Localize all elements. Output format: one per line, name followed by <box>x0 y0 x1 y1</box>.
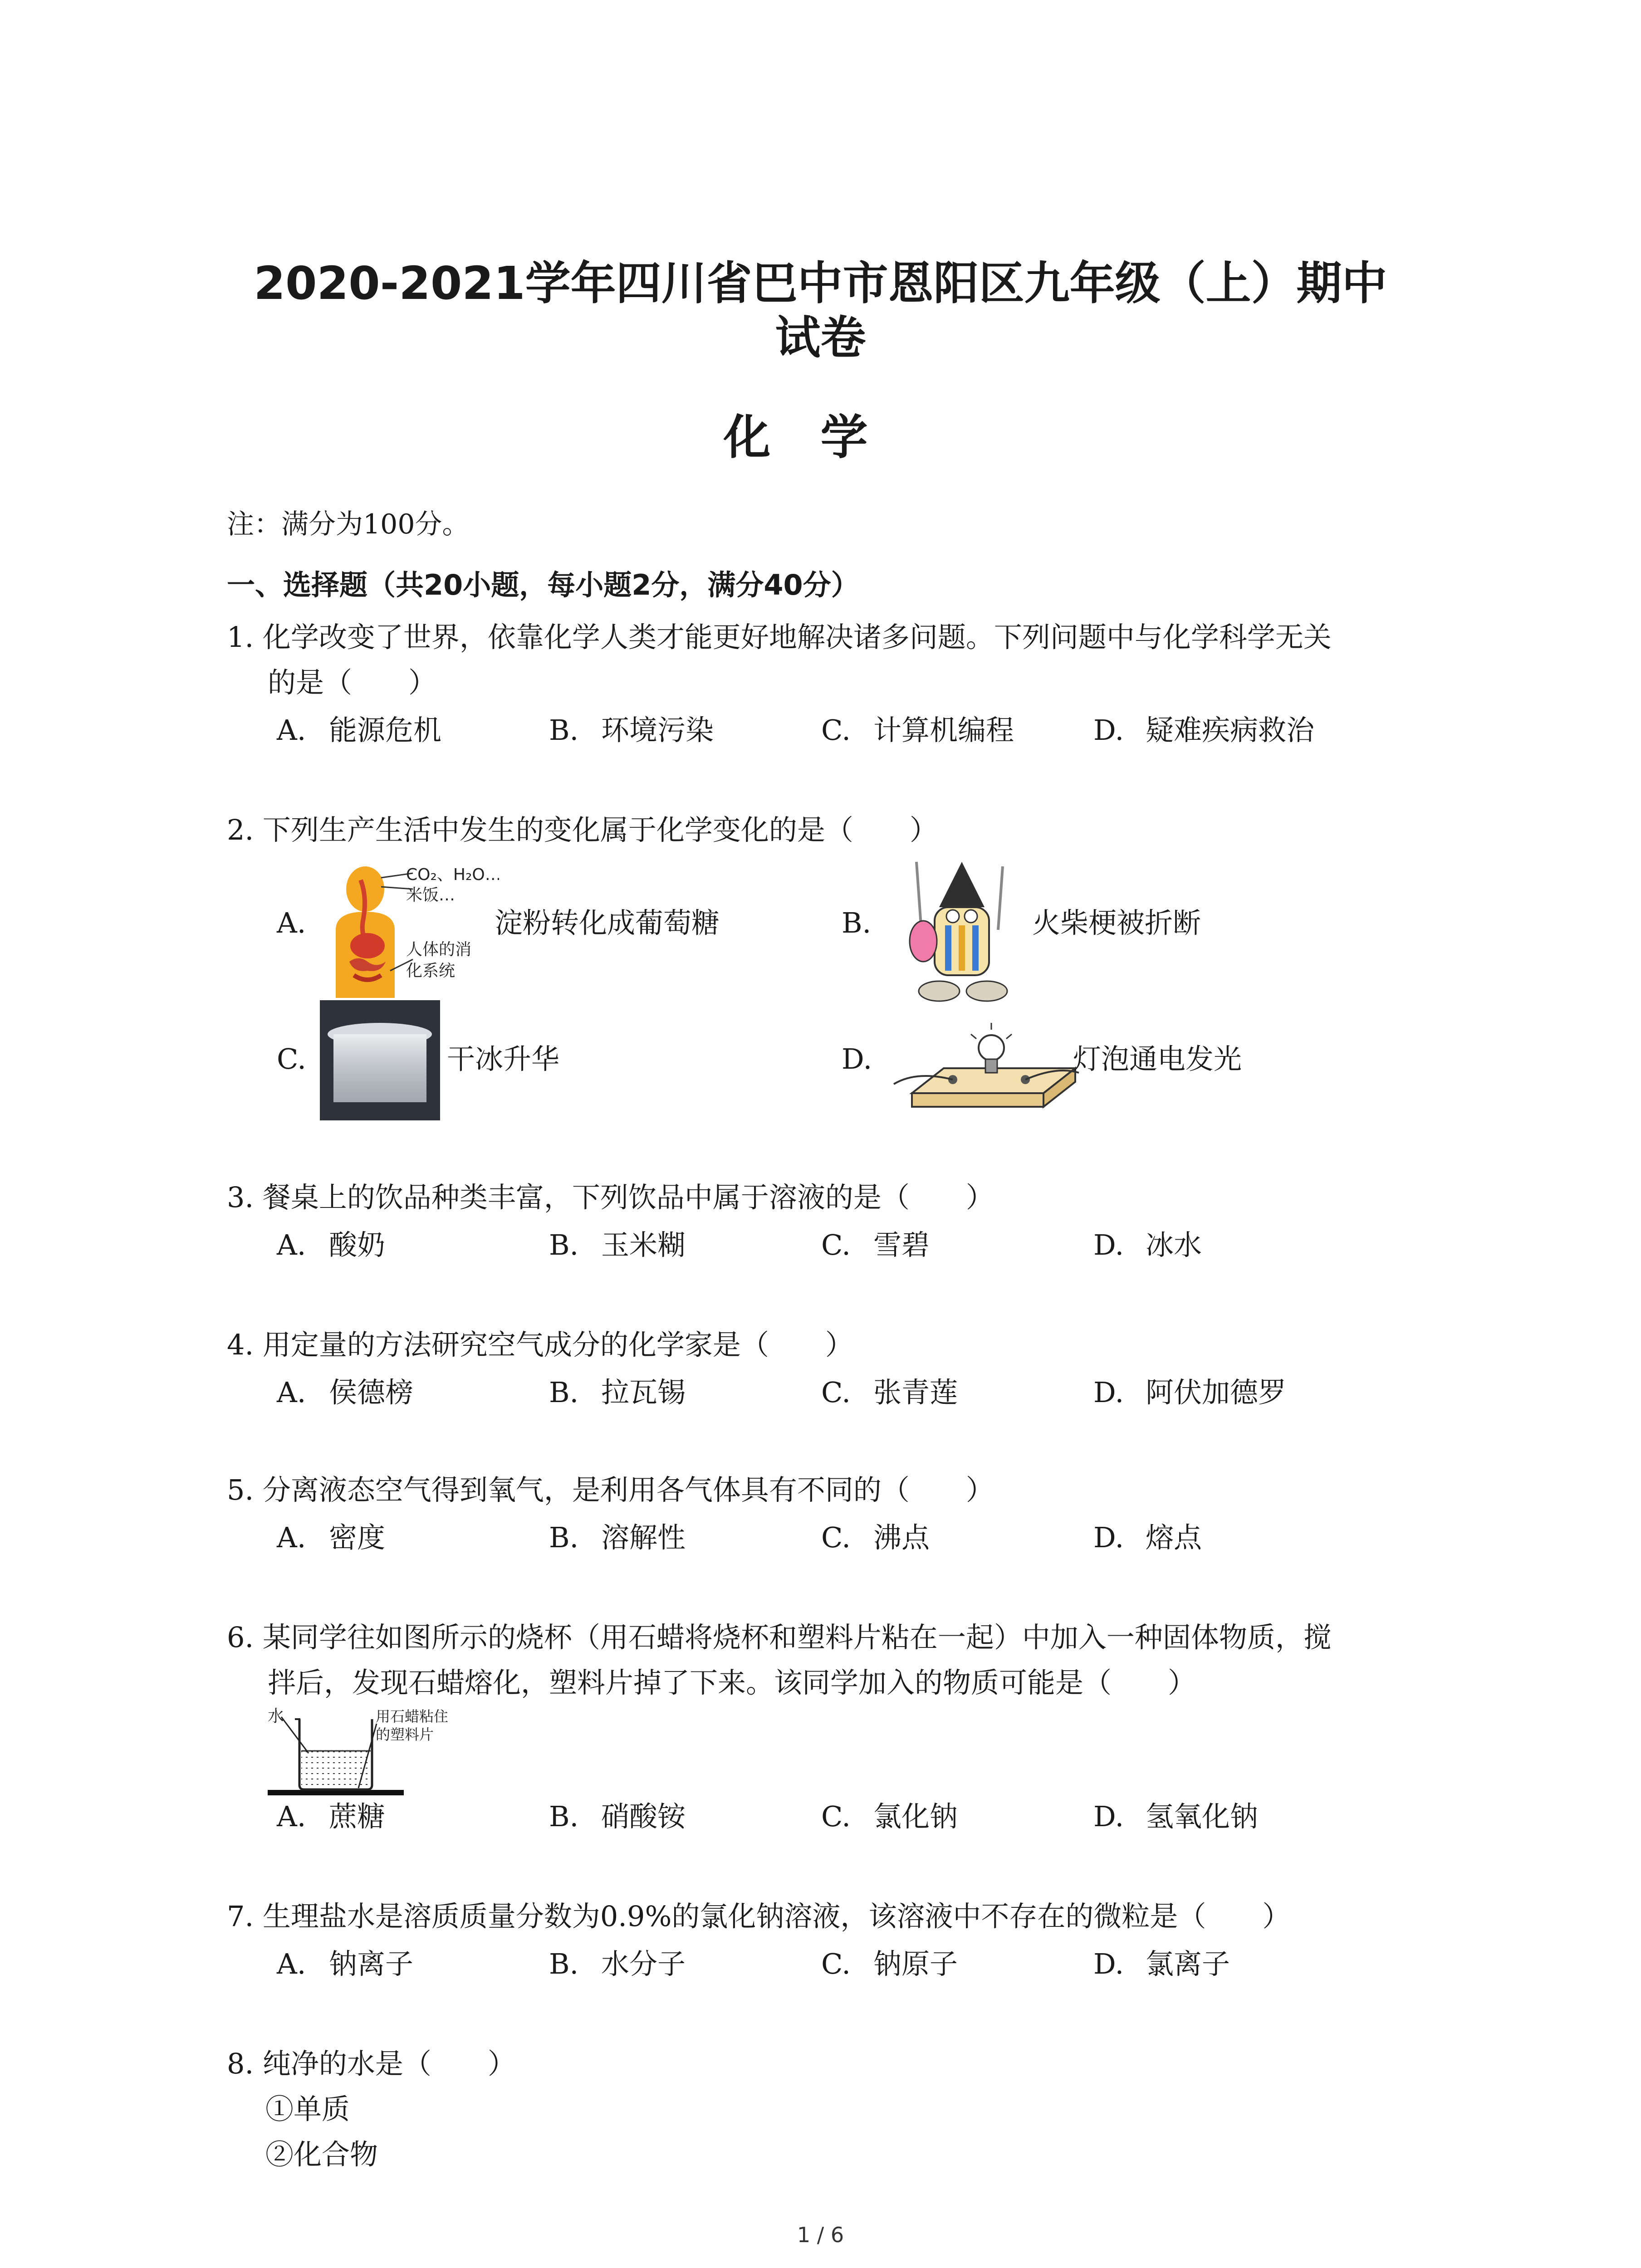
title-line-2: 试卷 <box>775 311 866 364</box>
option-c: C. 张青莲 <box>821 1376 958 1409</box>
option-c: C. 氯化钠 <box>821 1800 958 1833</box>
fig-label: 水 <box>268 1707 284 1725</box>
option-a: A. 钠离子 <box>277 1947 414 1980</box>
option-c: C. 计算机编程 <box>821 714 1014 747</box>
question-stem: 1. 化学改变了世界，依靠化学人类才能更好地解决诸多问题。下列问题中与化学科学无关 <box>227 621 1332 654</box>
fig-label: 化系统 <box>406 962 456 980</box>
fig-label: 用石蜡粘住 <box>376 1708 449 1725</box>
score-note: 注：满分为100分。 <box>227 508 470 540</box>
option-b: B. 硝酸铵 <box>549 1800 686 1833</box>
question-stem: 的是（ ） <box>268 666 437 699</box>
option-a: A. 酸奶 <box>277 1228 386 1261</box>
option-a-text: 淀粉转化成葡萄糖 <box>495 906 720 939</box>
list-item: ①单质 <box>265 2092 350 2126</box>
question-stem: 2. 下列生产生活中发生的变化属于化学变化的是（ ） <box>227 813 938 846</box>
option-c-text: 干冰升华 <box>447 1042 560 1075</box>
fig-label: 人体的消 <box>406 940 472 959</box>
subject-heading: 化学 <box>723 410 918 465</box>
option-b-text: 火柴梗被折断 <box>1032 906 1201 939</box>
option-a: A. 能源危机 <box>277 714 442 747</box>
light-bulb-circuit-image <box>889 1016 1080 1120</box>
title-line-1: 2020-2021学年四川省巴中市恩阳区九年级（上）期中 <box>254 257 1387 310</box>
option-d: D. 熔点 <box>1093 1521 1202 1554</box>
question-stem: 4. 用定量的方法研究空气成分的化学家是（ ） <box>227 1328 853 1361</box>
option-b: B. 玉米糊 <box>549 1228 686 1261</box>
question-stem: 5. 分离液态空气得到氧气，是利用各气体具有不同的（ ） <box>227 1473 994 1506</box>
option-d: D. 氯离子 <box>1093 1947 1230 1980</box>
question-stem: 拌后，发现石蜡熔化，塑料片掉了下来。该同学加入的物质可能是（ ） <box>268 1666 1196 1699</box>
option-b: B. 环境污染 <box>549 714 714 747</box>
option-c: C. 沸点 <box>821 1521 930 1554</box>
option-a: A. 侯德榜 <box>277 1376 414 1409</box>
page-number: 1 / 6 <box>797 2223 844 2247</box>
question-stem: 6. 某同学往如图所示的烧杯（用石蜡将烧杯和塑料片粘在一起）中加入一种固体物质，搅 <box>227 1621 1332 1654</box>
option-d: D. 氢氧化钠 <box>1093 1800 1259 1833</box>
option-c: C. 钠原子 <box>821 1947 958 1980</box>
option-a-letter: A. <box>277 906 306 939</box>
fig-label: CO₂、H₂O… <box>406 865 499 884</box>
question-stem: 3. 餐桌上的饮品种类丰富，下列饮品中属于溶液的是（ ） <box>227 1181 994 1214</box>
matchstick-cartoon-image <box>889 853 1034 1002</box>
option-b: B. 水分子 <box>549 1947 686 1980</box>
option-d-letter: D. <box>842 1042 872 1075</box>
fig-label: 的塑料片 <box>376 1726 434 1743</box>
option-c: C. 雪碧 <box>821 1228 930 1261</box>
dry-ice-image <box>320 1000 440 1120</box>
option-b-letter: B. <box>842 906 872 939</box>
option-d: D. 疑难疾病救治 <box>1093 714 1315 747</box>
list-item: ②化合物 <box>265 2138 378 2171</box>
option-c-letter: C. <box>277 1042 306 1075</box>
beaker-diagram-image <box>268 1706 458 1796</box>
option-b: B. 拉瓦锡 <box>549 1376 686 1409</box>
question-stem: 8. 纯净的水是（ ） <box>227 2047 516 2080</box>
option-a: A. 蔗糖 <box>277 1800 386 1833</box>
option-d: D. 阿伏加德罗 <box>1093 1376 1287 1409</box>
option-b: B. 溶解性 <box>549 1521 686 1554</box>
option-d-text: 灯泡通电发光 <box>1073 1042 1242 1075</box>
option-a: A. 密度 <box>277 1521 386 1554</box>
option-d: D. 冰水 <box>1093 1228 1202 1261</box>
section-heading: 一、选择题（共20小题，每小题2分，满分40分） <box>227 568 859 601</box>
fig-label: 米饭… <box>406 886 456 904</box>
question-stem: 7. 生理盐水是溶质质量分数为0.9%的氯化钠溶液，该溶液中不存在的微粒是（ ） <box>227 1900 1291 1933</box>
digestive-system-image <box>318 862 499 998</box>
